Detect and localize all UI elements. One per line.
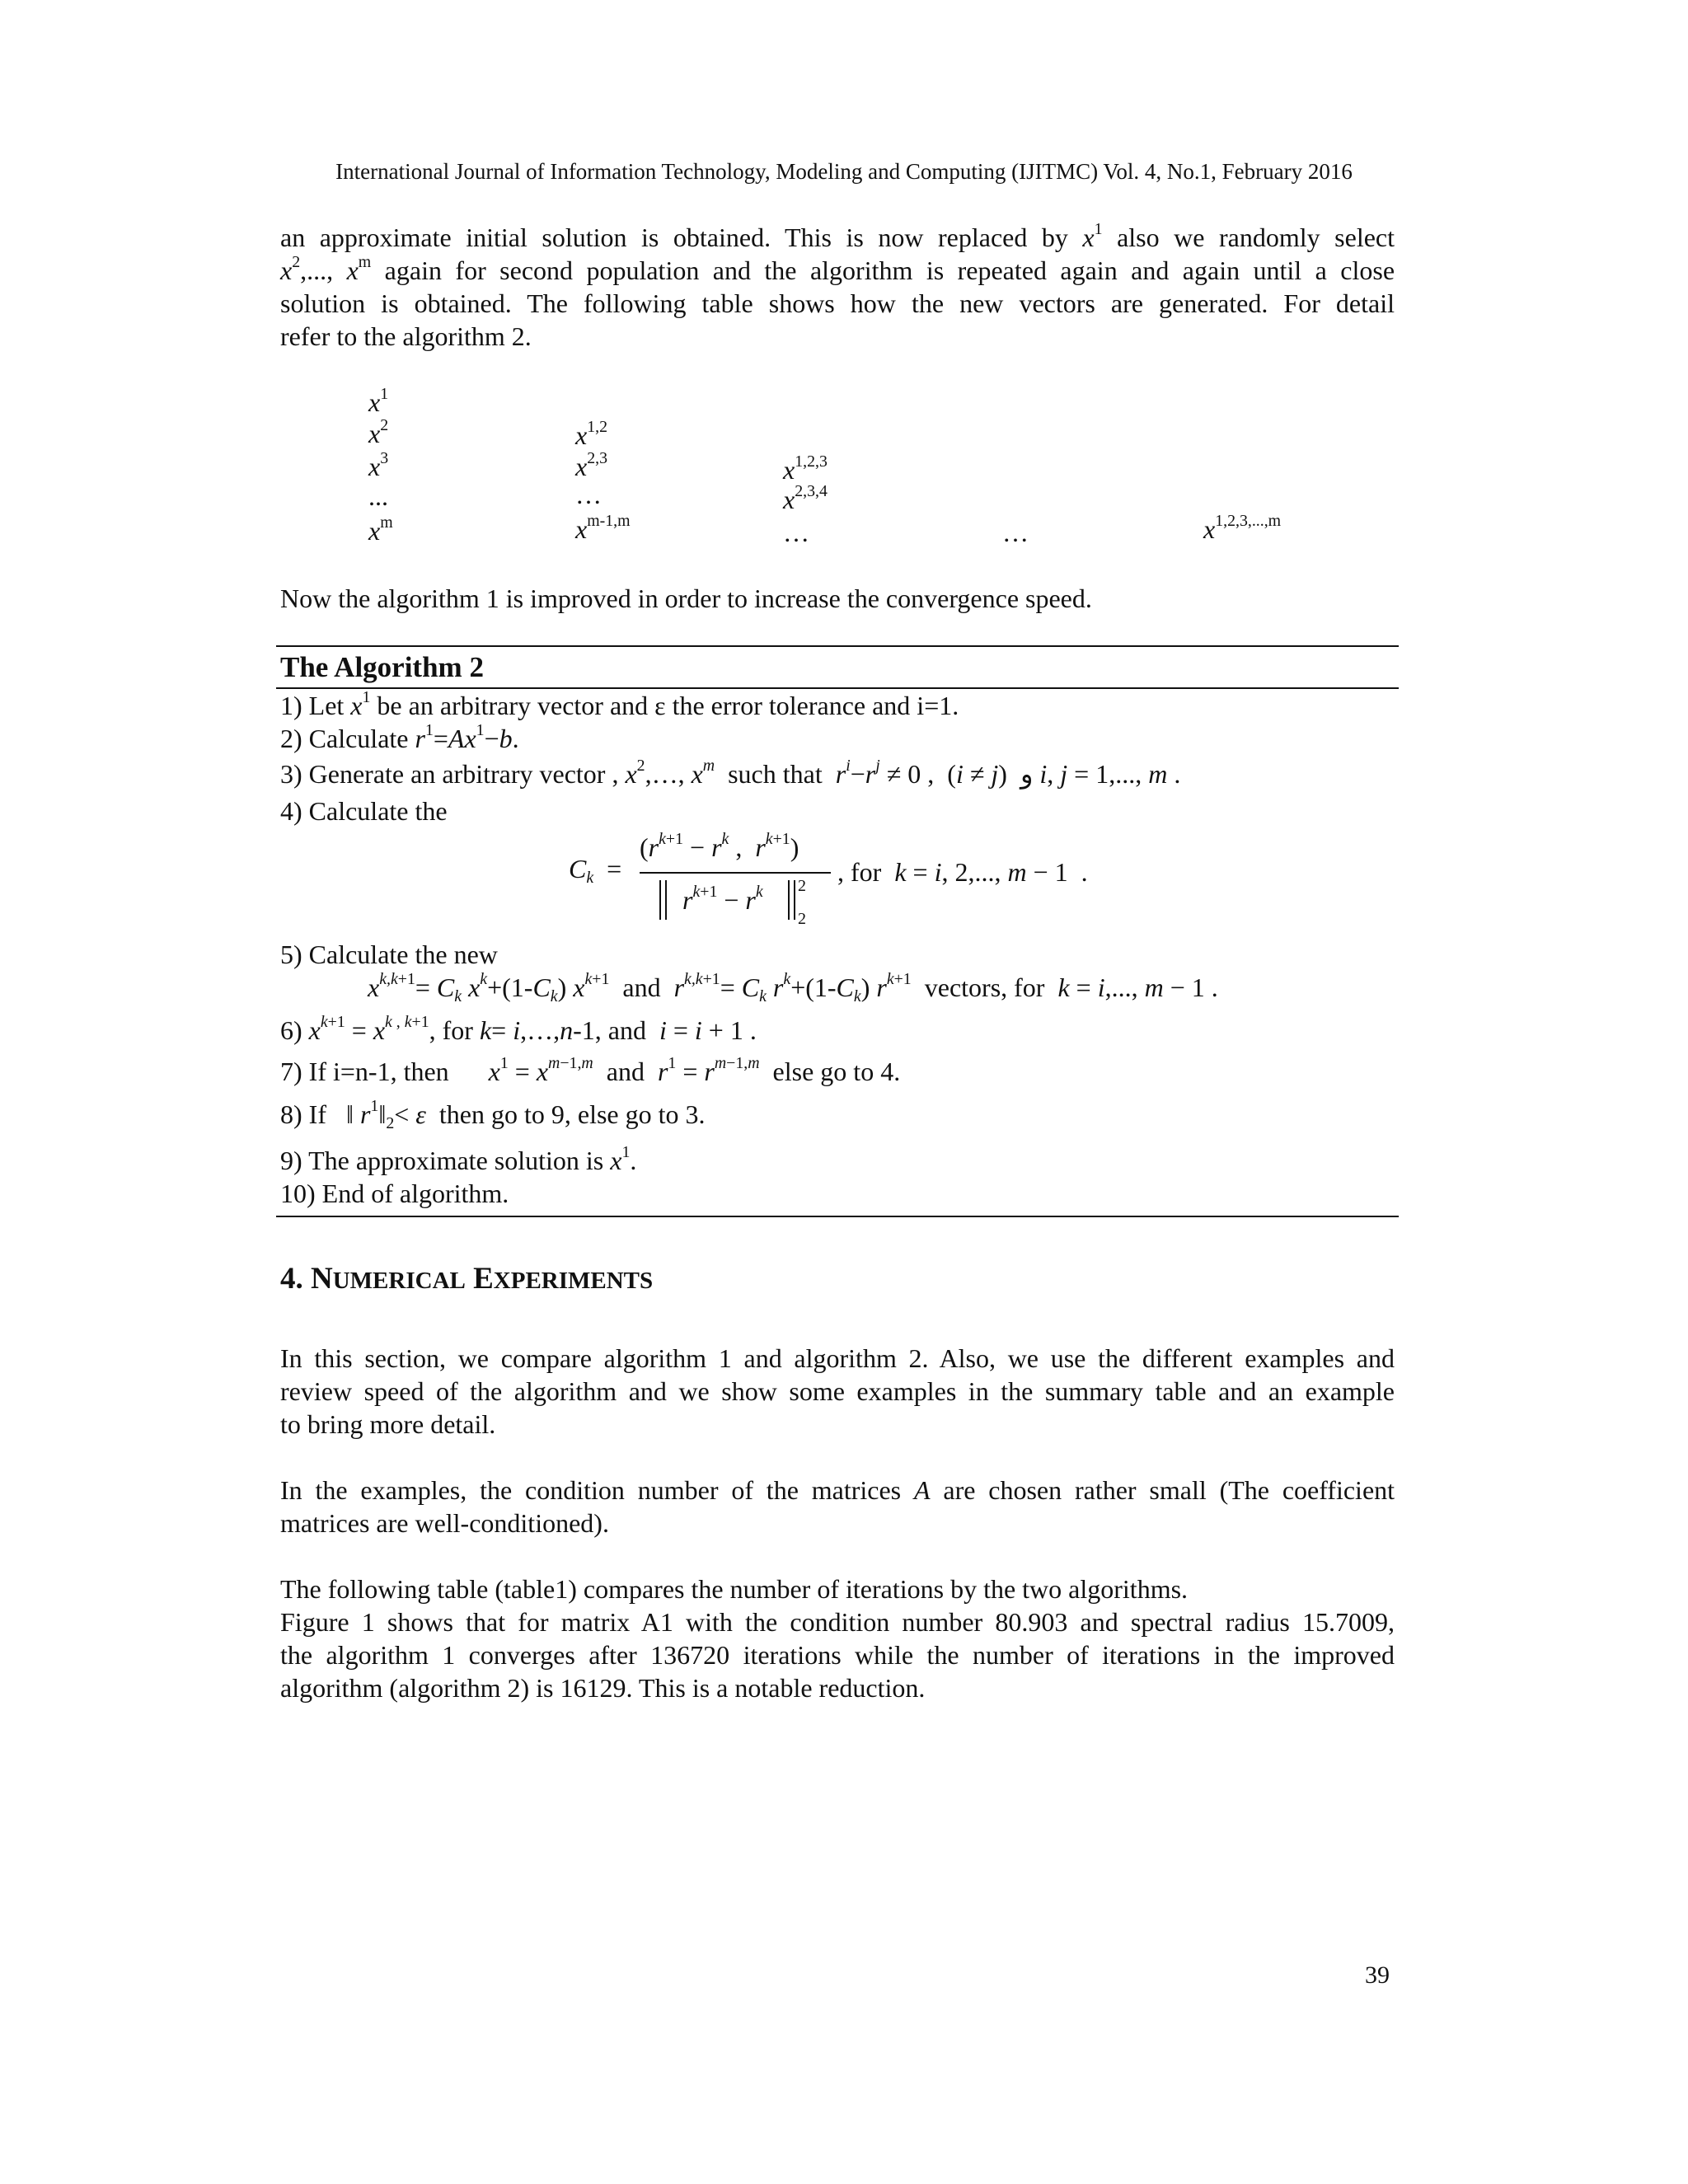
algorithm-title: The Algorithm 2 bbox=[280, 651, 484, 683]
vector-ellipsis: … bbox=[575, 480, 602, 509]
algorithm-title-rule bbox=[276, 687, 1399, 689]
ck-lhs: $C_k$ = bbox=[569, 854, 622, 887]
norm-bar-right-1 bbox=[788, 880, 790, 920]
after-table-text bbox=[280, 582, 1395, 615]
algorithm-step-2: 2) Calculate $r^1=Ax^1-b$. bbox=[280, 721, 519, 753]
norm-bar-right-2 bbox=[794, 880, 795, 920]
vector-cell: $x^{1,2,3}$ bbox=[783, 452, 828, 485]
paragraph-line: In this section, we compare algorithm 1 and algorithm 2. Also, we use the different examples and bbox=[280, 1343, 1395, 1373]
algorithm-top-rule bbox=[276, 645, 1399, 647]
algorithm-step-5: 5) Calculate the new bbox=[280, 940, 498, 969]
paragraph-line: algorithm (algorithm 2) is 16129. This is a notable reduction. bbox=[280, 1673, 926, 1703]
norm-bar-left-1 bbox=[659, 880, 661, 920]
paragraph-line: review speed of the algorithm and we show some examples in the summary table and an example bbox=[280, 1376, 1395, 1406]
section-heading: 4. NUMERICAL EXPERIMENTS bbox=[280, 1262, 654, 1296]
intro-line-4: refer to the algorithm 2. bbox=[280, 321, 532, 351]
vector-ellipsis: ... bbox=[368, 481, 388, 511]
vector-cell: $x^m$ bbox=[368, 513, 393, 546]
algorithm-step-9: 9) The approximate solution is $x^1$. bbox=[280, 1143, 637, 1175]
norm-bar-left-2 bbox=[665, 880, 667, 920]
page-number: 39 bbox=[1365, 1961, 1390, 1989]
numerical-paragraph-1 bbox=[280, 1342, 1395, 1441]
vector-ellipsis: … bbox=[1002, 518, 1029, 547]
algorithm-bottom-rule bbox=[276, 1216, 1399, 1217]
algorithm-step-10: 10) End of algorithm. bbox=[280, 1179, 509, 1208]
ck-denominator: $r^{k+1} - r^k$ bbox=[682, 883, 763, 915]
algorithm-step-7: 7) If i=n-1, then $x^1 = x^{m-1,m}$ and $r^1 = r^{m-1,m}$ else go to 4. bbox=[280, 1054, 901, 1086]
journal-header: International Journal of Information Technology, Modeling and Computing (IJITMC) Vol. 4, No.1, February 2016 bbox=[335, 159, 1353, 184]
intro-line-3: solution is obtained. The following table shows how the new vectors are generated. For detail bbox=[280, 288, 1395, 318]
algorithm-step-3: 3) Generate an arbitrary vector , $x^2,\dots$, $x^m$ such that $r^i-r^j \ne 0$ , (i ≠ j) و i, j = 1,..., m . bbox=[280, 757, 1181, 789]
vector-cell: $x^3$ bbox=[368, 449, 389, 481]
intro-paragraph bbox=[280, 221, 1395, 353]
paragraph-line: the algorithm 1 converges after 136720 iterations while the number of iterations in the improved bbox=[280, 1640, 1395, 1670]
numerical-paragraph-3 bbox=[280, 1572, 1395, 1704]
vector-cell: $x^2$ bbox=[368, 416, 389, 448]
intro-line-1: an approximate initial solution is obtained. This is now replaced by $x^1$ also we randomly select bbox=[280, 220, 1395, 252]
vector-cell: $x^{m-1,m}$ bbox=[575, 512, 631, 544]
algorithm-step-4: 4) Calculate the bbox=[280, 796, 448, 826]
numerical-paragraph-2 bbox=[280, 1474, 1395, 1540]
step-5-formula: $x^{k,k+1}= C_k$ $x^k+(1-C_k)$ $x^{k+1}$ and $r^{k,k+1}= C_k$ $r^k+(1-C_k)$ $r^{k+1}$ vectors, for k = i,..., m − 1 . bbox=[368, 970, 1218, 1005]
paragraph-line: matrices are well-conditioned). bbox=[280, 1508, 609, 1538]
algorithm-step-1: 1) Let $x^1$ be an arbitrary vector and ε the error tolerance and i=1. bbox=[280, 688, 959, 720]
algorithm-step-8: 8) If ‖ $r^1‖_2< \varepsilon$ then go to 9, else go to 3. bbox=[280, 1097, 706, 1132]
ck-numerator: ($r^{k+1} - r^k$ , $r^{k+1}$) bbox=[640, 830, 799, 862]
paragraph-line: The following table (table1) compares the number of iterations by the two algorithms. bbox=[280, 1574, 1189, 1604]
norm-exponent: 2 bbox=[798, 877, 806, 895]
vector-cell: $x^{2,3}$ bbox=[575, 449, 607, 481]
vector-cell: $x^{1,2,3,...,m}$ bbox=[1203, 512, 1282, 544]
ck-fraction-bar bbox=[640, 872, 831, 874]
vector-ellipsis: … bbox=[783, 518, 809, 547]
algorithm-step-6: 6) $x^{k+1} = x^{k , k+1}$, for k= i,…,n-1, and i = i + 1 . bbox=[280, 1013, 757, 1045]
vector-cell: $x^1$ bbox=[368, 385, 389, 417]
intro-line-2: $x^2$,..., $x^m$ again for second population and the algorithm is repeated again and again until a close bbox=[280, 253, 1395, 285]
after-table-line: Now the algorithm 1 is improved in order to increase the convergence speed. bbox=[280, 583, 1092, 613]
paragraph-line: Figure 1 shows that for matrix A1 with the condition number 80.903 and spectral radius 15.7009, bbox=[280, 1607, 1395, 1637]
paragraph-line: to bring more detail. bbox=[280, 1409, 496, 1439]
vector-cell: $x^{2,3,4}$ bbox=[783, 482, 828, 514]
paragraph-line: In the examples, the condition number of the matrices A are chosen rather small (The coefficient bbox=[280, 1475, 1395, 1505]
ck-range: , for k = i, 2,..., m − 1 . bbox=[837, 857, 1088, 887]
norm-subscript: 2 bbox=[798, 910, 806, 928]
vector-cell: $x^{1,2}$ bbox=[575, 418, 607, 450]
